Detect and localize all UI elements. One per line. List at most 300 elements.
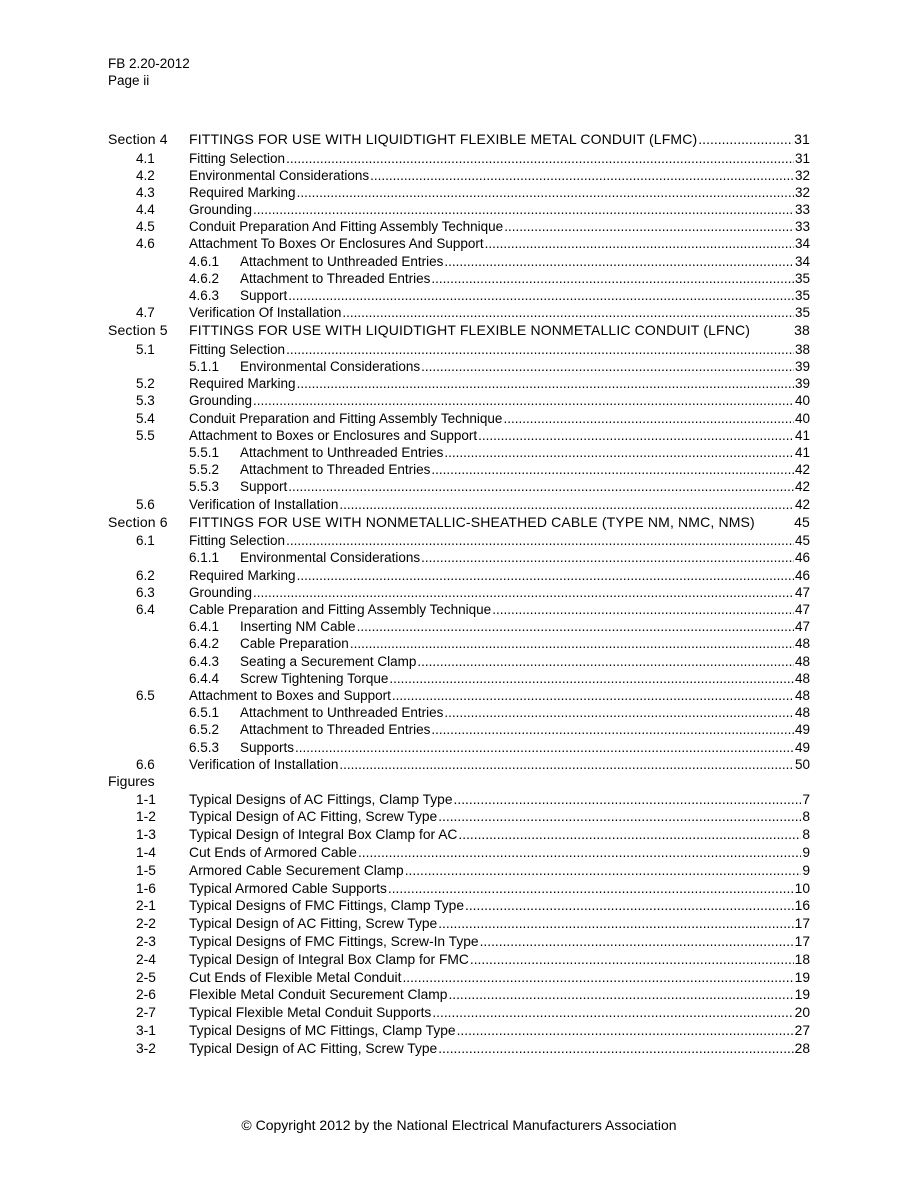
toc-subsection-entry[interactable]	[108, 341, 810, 358]
toc-title: Attachment to Unthreaded Entries	[240, 705, 444, 721]
dot-leader	[438, 808, 801, 826]
toc-number: 5.1	[136, 341, 155, 357]
dot-leader	[253, 201, 794, 218]
toc-title: Grounding	[189, 584, 253, 600]
toc-entry-text	[189, 201, 810, 218]
dot-leader	[370, 167, 794, 184]
toc-title: Cut Ends of Armored Cable	[189, 845, 357, 861]
toc-entry-text	[240, 653, 810, 670]
dot-leader	[297, 184, 794, 201]
dot-leader	[297, 375, 794, 392]
dot-leader	[492, 601, 794, 618]
toc-page-number: 35	[794, 305, 810, 321]
toc-title: Support	[240, 288, 288, 303]
dot-leader	[438, 915, 793, 933]
dot-leader	[357, 618, 794, 635]
toc-title: Verification of Installation	[189, 496, 339, 512]
figure-list-entry[interactable]	[108, 986, 810, 1004]
dot-leader	[342, 304, 794, 321]
toc-entry-text	[240, 670, 810, 687]
toc-subsection-entry[interactable]	[108, 201, 810, 218]
toc-number: 4.6.1	[189, 253, 220, 269]
toc-entry-text	[189, 897, 810, 915]
toc-page-number: 19	[794, 987, 810, 1003]
toc-page-number: 33	[794, 219, 810, 235]
toc-subsection-entry[interactable]	[108, 584, 810, 601]
toc-entry-text	[189, 1022, 810, 1040]
page-label: Page ii	[108, 73, 150, 88]
toc-title: Attachment to Unthreaded Entries	[240, 253, 444, 269]
toc-subsection-entry[interactable]	[108, 167, 810, 184]
page-header	[108, 55, 190, 89]
toc-page-number: 47	[794, 602, 810, 617]
toc-number: 5.5.1	[189, 445, 220, 460]
toc-number: 6.4.2	[189, 636, 220, 652]
figure-list-entry[interactable]	[108, 933, 810, 951]
toc-title: Required Marking	[189, 376, 296, 392]
toc-title: Supports	[240, 739, 295, 755]
toc-entry-text	[189, 756, 810, 773]
toc-page-number: 35	[794, 288, 810, 303]
dot-leader	[253, 392, 794, 409]
toc-number: 5.2	[136, 376, 155, 392]
toc-entry-text	[189, 862, 810, 880]
toc-page-number: 41	[794, 445, 810, 460]
dot-leader	[421, 358, 794, 375]
toc-number: 4.5	[136, 219, 155, 235]
toc-subsection-entry[interactable]	[108, 427, 810, 444]
toc-entry-text	[189, 1040, 810, 1058]
toc-title: Grounding	[189, 202, 253, 218]
toc-page-number: 27	[794, 1023, 810, 1039]
dot-leader	[454, 791, 802, 809]
toc-subsection-entry[interactable]	[108, 184, 810, 201]
toc-entry-text	[189, 567, 810, 584]
toc-number: 2-5	[136, 969, 156, 985]
toc-page-number: 38	[794, 341, 810, 357]
toc-entry-text	[240, 549, 810, 566]
toc-page-number: 41	[794, 427, 810, 443]
dot-leader	[444, 253, 794, 270]
toc-page-number: 33	[794, 202, 810, 218]
toc-entry-text	[240, 461, 810, 478]
toc-entry-text	[189, 392, 810, 409]
dot-leader	[286, 341, 794, 358]
toc-entry-text	[240, 704, 810, 721]
toc-title: Typical Flexible Metal Conduit Supports	[189, 1005, 432, 1021]
toc-title: Typical Designs of FMC Fittings, Screw-In Type	[189, 934, 479, 950]
toc-title: Typical Armored Cable Supports	[189, 880, 387, 896]
toc-page-number: 39	[794, 359, 810, 375]
toc-title: Fitting Selection	[189, 533, 286, 549]
toc-entry-text	[189, 808, 810, 826]
toc-title: Typical Design of AC Fitting, Screw Type	[189, 916, 438, 932]
dot-leader	[480, 933, 794, 951]
toc-entry-text	[240, 287, 810, 304]
toc-number: 4.1	[136, 150, 155, 166]
dot-leader	[431, 270, 794, 287]
toc-title: Cable Preparation and Fitting Assembly Technique	[189, 602, 492, 617]
toc-page-number: 48	[794, 670, 810, 686]
toc-subsubsection-entry[interactable]	[108, 635, 810, 652]
toc-page-number: 34	[794, 236, 810, 252]
toc-number: 6.3	[136, 584, 155, 600]
toc-number: 5.4	[136, 410, 155, 426]
toc-section-heading[interactable]	[108, 130, 810, 150]
toc-subsection-entry[interactable]	[108, 304, 810, 321]
toc-subsection-entry[interactable]	[108, 150, 810, 167]
toc-title: Seating a Securement Clamp	[240, 653, 417, 669]
toc-title: Conduit Preparation And Fitting Assembly Technique	[189, 219, 504, 235]
figure-list-entry[interactable]	[108, 880, 810, 898]
dot-leader	[288, 287, 794, 304]
toc-number: 1-3	[136, 827, 156, 843]
figure-list-entry[interactable]	[108, 791, 810, 809]
dot-leader	[286, 150, 794, 167]
toc-page-number: 8	[802, 809, 810, 825]
toc-entry-text	[240, 635, 810, 652]
toc-page-number: 45	[794, 533, 810, 549]
toc-subsubsection-entry[interactable]	[108, 478, 810, 495]
figure-list-entry[interactable]	[108, 1022, 810, 1040]
toc-page-number: 16	[794, 898, 810, 914]
toc-page-number: 19	[794, 969, 810, 985]
toc-entry-text	[189, 951, 810, 969]
toc-entry-text	[240, 618, 810, 635]
toc-title: Environmental Considerations	[189, 167, 370, 183]
toc-title: Attachment to Threaded Entries	[240, 270, 431, 286]
figure-list-entry[interactable]	[108, 951, 810, 969]
table-of-contents	[108, 130, 810, 1058]
toc-subsection-entry[interactable]	[108, 567, 810, 584]
toc-number: 2-7	[136, 1005, 156, 1021]
toc-number: 6.1.1	[189, 550, 220, 566]
toc-page-number: 32	[794, 167, 810, 183]
dot-leader	[438, 1040, 793, 1058]
toc-entry-text	[240, 739, 810, 756]
dot-leader	[458, 826, 801, 844]
toc-entry-text	[189, 969, 810, 987]
toc-page-number: 47	[794, 584, 810, 600]
toc-page-number: 40	[794, 393, 810, 409]
toc-title: FITTINGS FOR USE WITH LIQUIDTIGHT FLEXIBLE NONMETALLIC CONDUIT (LFNC)	[189, 322, 751, 339]
document-id: FB 2.20-2012	[108, 56, 190, 71]
toc-subsection-entry[interactable]	[108, 410, 810, 427]
dot-leader	[417, 653, 794, 670]
toc-subsubsection-entry[interactable]	[108, 444, 810, 461]
toc-number: 5.5.3	[189, 479, 220, 495]
toc-page-number: 17	[794, 934, 810, 950]
toc-subsubsection-entry[interactable]	[108, 721, 810, 738]
toc-number: 3-1	[136, 1023, 156, 1039]
toc-entry-text	[189, 880, 810, 898]
dot-leader	[457, 1022, 794, 1040]
toc-subsubsection-entry[interactable]	[108, 618, 810, 635]
toc-title: Typical Designs of FMC Fittings, Clamp Type	[189, 898, 465, 914]
toc-number: 1-6	[136, 880, 156, 896]
toc-subsubsection-entry[interactable]	[108, 358, 810, 375]
dot-leader	[421, 549, 794, 566]
dot-leader	[297, 567, 794, 584]
figure-list-entry[interactable]	[108, 915, 810, 933]
toc-number: 6.1	[136, 533, 155, 549]
toc-page-number: 9	[802, 862, 810, 878]
toc-title: Environmental Considerations	[240, 359, 421, 375]
dot-leader	[295, 739, 794, 756]
toc-number: Section 5	[108, 322, 168, 339]
toc-title: Typical Designs of MC Fittings, Clamp Type	[189, 1023, 456, 1039]
dot-leader	[339, 496, 794, 513]
toc-number: 6.5.2	[189, 722, 220, 738]
toc-subsection-entry[interactable]	[108, 496, 810, 513]
toc-entry-text	[189, 584, 810, 601]
toc-subsection-entry[interactable]	[108, 375, 810, 392]
toc-number: 4.6.2	[189, 270, 220, 286]
dot-leader	[389, 670, 794, 687]
toc-number: Section 4	[108, 131, 168, 147]
toc-title: Verification of Installation	[189, 756, 339, 772]
toc-page-number: 45	[794, 513, 810, 530]
toc-subsection-entry[interactable]	[108, 218, 810, 235]
toc-page-number: 10	[794, 880, 810, 896]
toc-title: Fitting Selection	[189, 341, 286, 357]
toc-entry-text	[240, 270, 810, 287]
toc-page-number: 42	[794, 496, 810, 512]
toc-page-number: 46	[794, 550, 810, 566]
dot-leader	[405, 862, 802, 880]
toc-page-number: 7	[802, 791, 810, 807]
toc-section-heading[interactable]	[108, 321, 810, 341]
toc-title: Typical Design of Integral Box Clamp for AC	[189, 827, 458, 843]
toc-title: Required Marking	[189, 567, 296, 583]
figure-list-entry[interactable]	[108, 826, 810, 844]
toc-number: 5.1.1	[189, 359, 220, 375]
toc-number: 1-4	[136, 845, 156, 861]
toc-title: Attachment To Boxes Or Enclosures And Support	[189, 236, 484, 252]
toc-number: 6.5.3	[189, 739, 220, 755]
toc-title: Armored Cable Securement Clamp	[189, 862, 404, 878]
toc-entry-text	[189, 235, 810, 252]
toc-entry-text	[240, 721, 810, 738]
toc-title: Typical Design of AC Fitting, Screw Type	[189, 1040, 438, 1056]
toc-subsubsection-entry[interactable]	[108, 704, 810, 721]
toc-number: 6.4.3	[189, 653, 220, 669]
toc-subsubsection-entry[interactable]	[108, 739, 810, 756]
toc-entry-text	[189, 687, 810, 704]
toc-section-heading[interactable]	[108, 513, 810, 533]
toc-page-number: 31	[794, 150, 810, 166]
toc-title: Typical Design of Integral Box Clamp for FMC	[189, 951, 469, 967]
dot-leader	[478, 427, 794, 444]
toc-entry-text	[189, 130, 810, 150]
dot-leader	[503, 410, 794, 427]
toc-page-number: 31	[794, 131, 810, 147]
toc-title: Environmental Considerations	[240, 550, 421, 566]
toc-entry-text	[189, 341, 810, 358]
toc-entry-text	[189, 150, 810, 167]
toc-subsubsection-entry[interactable]	[108, 270, 810, 287]
toc-subsection-entry[interactable]	[108, 532, 810, 549]
dot-leader	[339, 756, 794, 773]
dot-leader	[444, 444, 794, 461]
toc-title: Flexible Metal Conduit Securement Clamp	[189, 987, 448, 1003]
figure-list-entry[interactable]	[108, 862, 810, 880]
toc-entry-text	[240, 478, 810, 495]
figure-list-entry[interactable]	[108, 969, 810, 987]
toc-page-number: 32	[794, 184, 810, 200]
toc-entry-text	[189, 321, 810, 341]
toc-title: Typical Design of AC Fitting, Screw Type	[189, 809, 438, 825]
toc-title: Attachment to Boxes or Enclosures and Support	[189, 427, 478, 443]
dot-leader	[444, 704, 794, 721]
dot-leader	[431, 461, 794, 478]
toc-subsection-entry[interactable]	[108, 756, 810, 773]
dot-leader	[470, 951, 794, 969]
toc-title: Fitting Selection	[189, 150, 286, 166]
toc-number: 4.7	[136, 305, 155, 321]
dot-leader	[465, 897, 794, 915]
toc-number: 6.5	[136, 687, 155, 703]
toc-entry-text	[189, 218, 810, 235]
toc-number: 2-3	[136, 934, 156, 950]
toc-number: 4.2	[136, 167, 155, 183]
toc-page-number: 35	[794, 270, 810, 286]
toc-number: 4.6	[136, 236, 155, 252]
toc-number: 1-1	[136, 791, 156, 807]
toc-entry-text	[189, 184, 810, 201]
toc-page-number: 17	[794, 916, 810, 932]
toc-title: FITTINGS FOR USE WITH NONMETALLIC-SHEATHED CABLE (TYPE NM, NMC, NMS)	[189, 513, 755, 530]
toc-title: Attachment to Boxes and Support	[189, 687, 391, 703]
figure-list-entry[interactable]	[108, 897, 810, 915]
toc-number: 5.5.2	[189, 462, 220, 478]
toc-entry-text	[189, 1004, 810, 1022]
toc-number: 4.6.3	[189, 288, 220, 303]
dot-leader	[485, 235, 794, 252]
toc-page-number: 34	[794, 253, 810, 269]
toc-page-number: 48	[794, 653, 810, 669]
toc-number: 2-4	[136, 951, 156, 967]
toc-title: Required Marking	[189, 184, 296, 200]
toc-number: 6.2	[136, 567, 155, 583]
toc-title: Screw Tightening Torque	[240, 670, 389, 686]
toc-subsubsection-entry[interactable]	[108, 670, 810, 687]
toc-title: Cable Preparation	[240, 636, 349, 652]
toc-page-number: 48	[794, 687, 810, 703]
toc-page-number: 47	[794, 619, 810, 635]
toc-title: Support	[240, 479, 288, 495]
dot-leader	[388, 880, 794, 898]
toc-subsubsection-entry[interactable]	[108, 287, 810, 304]
toc-number: 2-2	[136, 916, 156, 932]
dot-leader	[402, 969, 793, 987]
toc-page-number: 48	[794, 705, 810, 721]
dot-leader	[253, 584, 794, 601]
toc-subsubsection-entry[interactable]	[108, 461, 810, 478]
toc-number: 6.5.1	[189, 705, 220, 721]
toc-entry-text	[240, 444, 810, 461]
toc-number: 3-2	[136, 1040, 156, 1056]
toc-entry-text	[189, 844, 810, 862]
toc-subsection-entry[interactable]	[108, 392, 810, 409]
figure-list-entry[interactable]	[108, 844, 810, 862]
toc-number: 1-5	[136, 862, 156, 878]
toc-entry-text	[189, 601, 810, 618]
dot-leader	[288, 478, 794, 495]
dot-leader	[431, 721, 794, 738]
toc-page-number: 42	[794, 462, 810, 478]
toc-entry-text	[189, 496, 810, 513]
toc-subsection-entry[interactable]	[108, 235, 810, 252]
dot-leader	[698, 130, 793, 150]
dot-leader	[432, 1004, 793, 1022]
toc-title: Inserting NM Cable	[240, 619, 356, 635]
toc-number: 6.4	[136, 602, 155, 617]
toc-title: Attachment to Threaded Entries	[240, 462, 431, 478]
toc-entry-text	[189, 513, 810, 533]
toc-subsubsection-entry[interactable]	[108, 549, 810, 566]
figure-list-entry[interactable]	[108, 1004, 810, 1022]
toc-subsubsection-entry[interactable]	[108, 253, 810, 270]
toc-page-number: 50	[794, 756, 810, 772]
toc-title: Cut Ends of Flexible Metal Conduit	[189, 969, 402, 985]
toc-page-number: 9	[802, 845, 810, 861]
toc-subsection-entry[interactable]	[108, 601, 810, 618]
toc-entry-text	[189, 915, 810, 933]
dot-leader	[286, 532, 794, 549]
toc-title: Conduit Preparation and Fitting Assembly Technique	[189, 410, 503, 426]
toc-page-number: 28	[794, 1040, 810, 1056]
toc-page-number: 38	[794, 322, 810, 339]
figure-list-entry[interactable]	[108, 808, 810, 826]
toc-page-number: 49	[794, 739, 810, 755]
toc-entry-text	[189, 791, 810, 809]
toc-title: Typical Designs of AC Fittings, Clamp Type	[189, 791, 453, 807]
toc-page-number: 39	[794, 376, 810, 392]
toc-number: 1-2	[136, 809, 156, 825]
toc-entry-text	[189, 410, 810, 427]
toc-title: Attachment to Unthreaded Entries	[240, 445, 444, 460]
toc-number: 2-1	[136, 898, 156, 914]
toc-subsubsection-entry[interactable]	[108, 653, 810, 670]
toc-number: 6.4.1	[189, 619, 220, 635]
toc-entry-text	[189, 933, 810, 951]
toc-entry-text	[189, 826, 810, 844]
figure-list-entry[interactable]	[108, 1040, 810, 1058]
toc-number: 4.3	[136, 184, 155, 200]
toc-number: 6.6	[136, 756, 155, 772]
toc-subsection-entry[interactable]	[108, 687, 810, 704]
dot-leader	[392, 687, 794, 704]
toc-page-number: 40	[794, 410, 810, 426]
toc-page-number: 42	[794, 479, 810, 495]
toc-number: 2-6	[136, 987, 156, 1003]
toc-entry-text	[189, 986, 810, 1004]
toc-page-number: 46	[794, 567, 810, 583]
toc-entry-text	[189, 427, 810, 444]
dot-leader	[504, 218, 794, 235]
toc-number: 5.5	[136, 427, 155, 443]
toc-title: Verification Of Installation	[189, 305, 342, 321]
toc-entry-text	[189, 167, 810, 184]
toc-entry-text	[189, 375, 810, 392]
toc-page-number: 20	[794, 1005, 810, 1021]
dot-leader	[448, 986, 793, 1004]
toc-number: 4.4	[136, 202, 155, 218]
toc-title: Grounding	[189, 393, 253, 409]
toc-number: 5.3	[136, 393, 155, 409]
toc-entry-text	[189, 304, 810, 321]
